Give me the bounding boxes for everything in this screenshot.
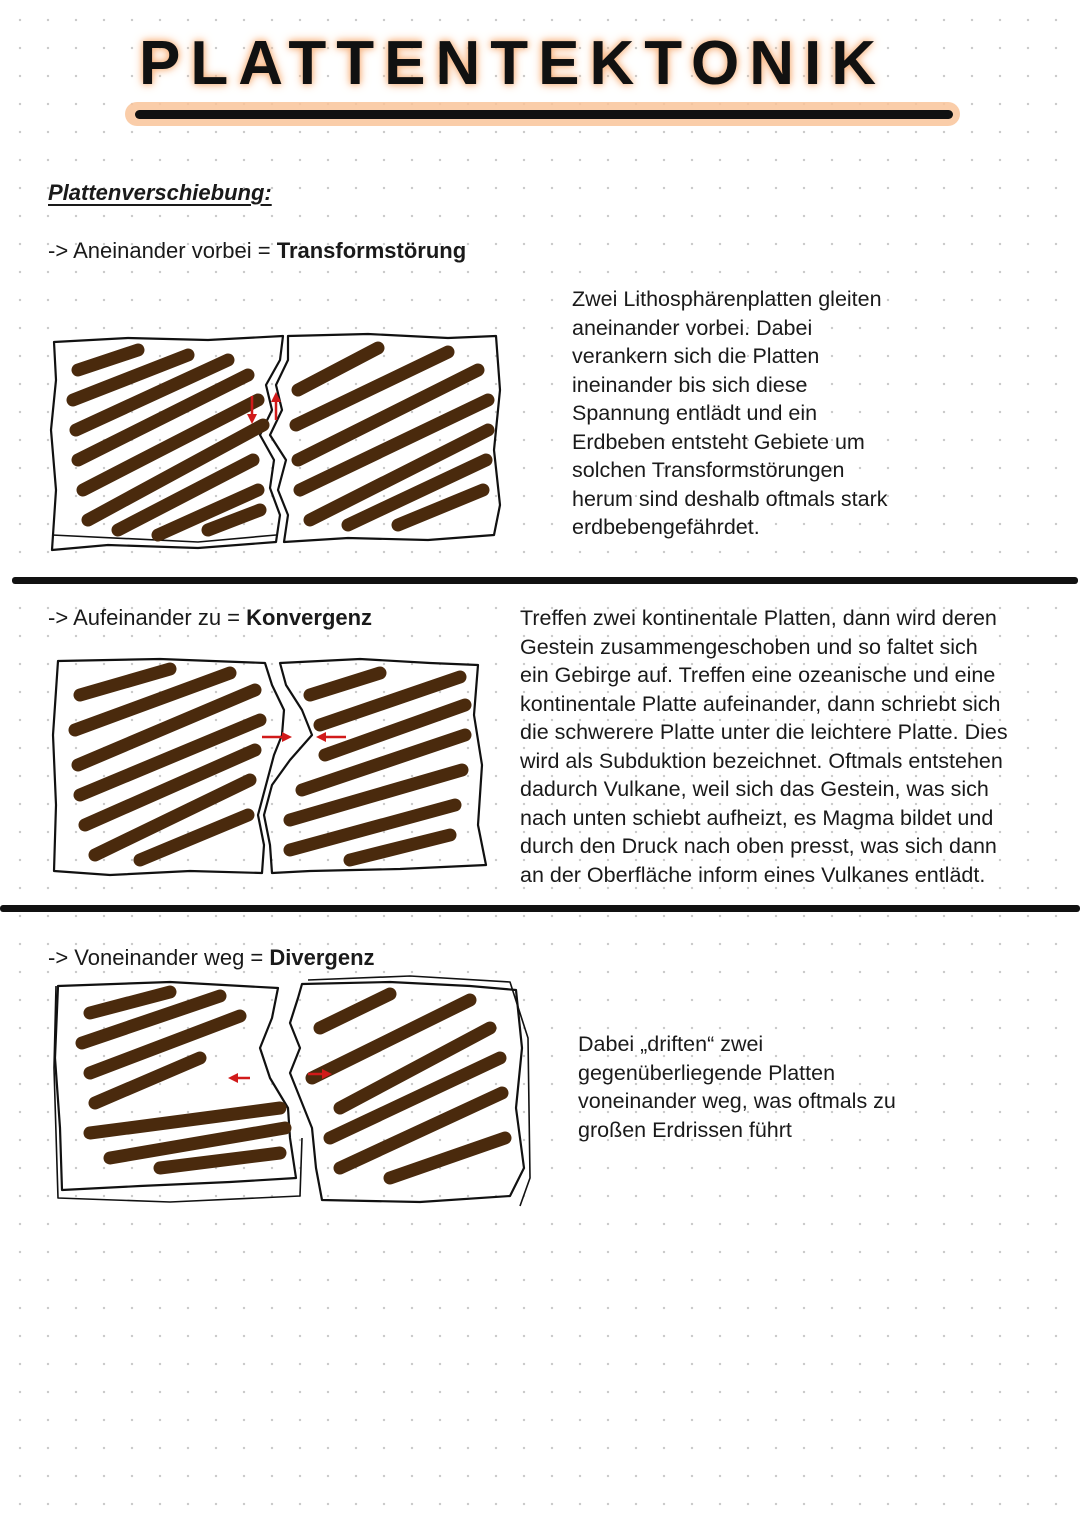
section-heading: Plattenverschiebung: [48, 180, 272, 205]
title-block [125, 22, 965, 132]
text-line: Spannung entlädt und ein [572, 401, 818, 425]
plate-scribble [75, 669, 465, 860]
divergence-description [578, 1030, 998, 1144]
text-line: nach unten schiebt aufheizt, es Magma bildet und [520, 805, 994, 830]
heading-convergence [48, 605, 372, 631]
text-line: die schwerere Platte unter die leichtere Platte. Dies [520, 720, 1008, 744]
text-line: großen Erdrissen führt [578, 1117, 792, 1142]
text-line: Dabei „driften“ zwei [578, 1032, 764, 1056]
heading-term: Konvergenz [246, 605, 373, 630]
text-line: gegenüberliegende Platten [578, 1060, 836, 1085]
text-line: dadurch Vulkane, weil sich das Gestein, was sich [520, 777, 989, 801]
text-line: herum sind deshalb oftmals stark [572, 486, 888, 511]
convergence-description [520, 604, 1072, 889]
transform-diagram [48, 330, 508, 555]
text-line: verankern sich die Platten [572, 344, 820, 368]
transform-description [572, 285, 992, 542]
text-line: ineinander bis sich diese [572, 372, 808, 397]
compression-arrows [262, 732, 346, 742]
convergence-diagram [50, 655, 490, 880]
section-divider [12, 577, 1078, 584]
heading-prefix: -> Voneinander weg = [48, 945, 270, 970]
heading-prefix: -> Aneinander vorbei = [48, 238, 277, 263]
text-line: solchen Transformstörungen [572, 458, 845, 482]
text-line: voneinander weg, was oftmals zu [578, 1089, 896, 1113]
text-line: Treffen zwei kontinentale Platten, dann wird deren [520, 606, 997, 630]
page-title: PLATTENTEKTONIK [139, 29, 887, 98]
text-line: durch den Druck nach oben presst, was sich dann [520, 834, 997, 858]
text-line: Gestein zusammengeschoben und so faltet sich [520, 634, 978, 659]
text-line: erdbebengefährdet. [572, 515, 760, 539]
section-divider [0, 905, 1080, 912]
heading-term: Transformstörung [276, 238, 467, 263]
text-line: Erdbeben entsteht Gebiete um [572, 429, 865, 454]
text-line: ein Gebirge auf. Treffen eine ozeanische und eine [520, 663, 996, 687]
text-line: aneinander vorbei. Dabei [572, 315, 813, 340]
heading-term: Divergenz [269, 945, 375, 970]
heading-transform [48, 238, 466, 264]
text-line: an der Oberfläche inform eines Vulkanes entlädt. [520, 862, 986, 887]
text-line: kontinentale Platte aufeinander, dann schriebt sich [520, 691, 1001, 716]
heading-divergence [48, 945, 375, 971]
text-line: Zwei Lithosphärenplatten gleiten [572, 287, 882, 311]
divergence-diagram [50, 978, 535, 1213]
heading-prefix: -> Aufeinander zu = [48, 605, 247, 630]
text-line: wird als Subduktion bezeichnet. Oftmals entstehen [520, 748, 1003, 773]
plate-scribble [82, 992, 505, 1178]
